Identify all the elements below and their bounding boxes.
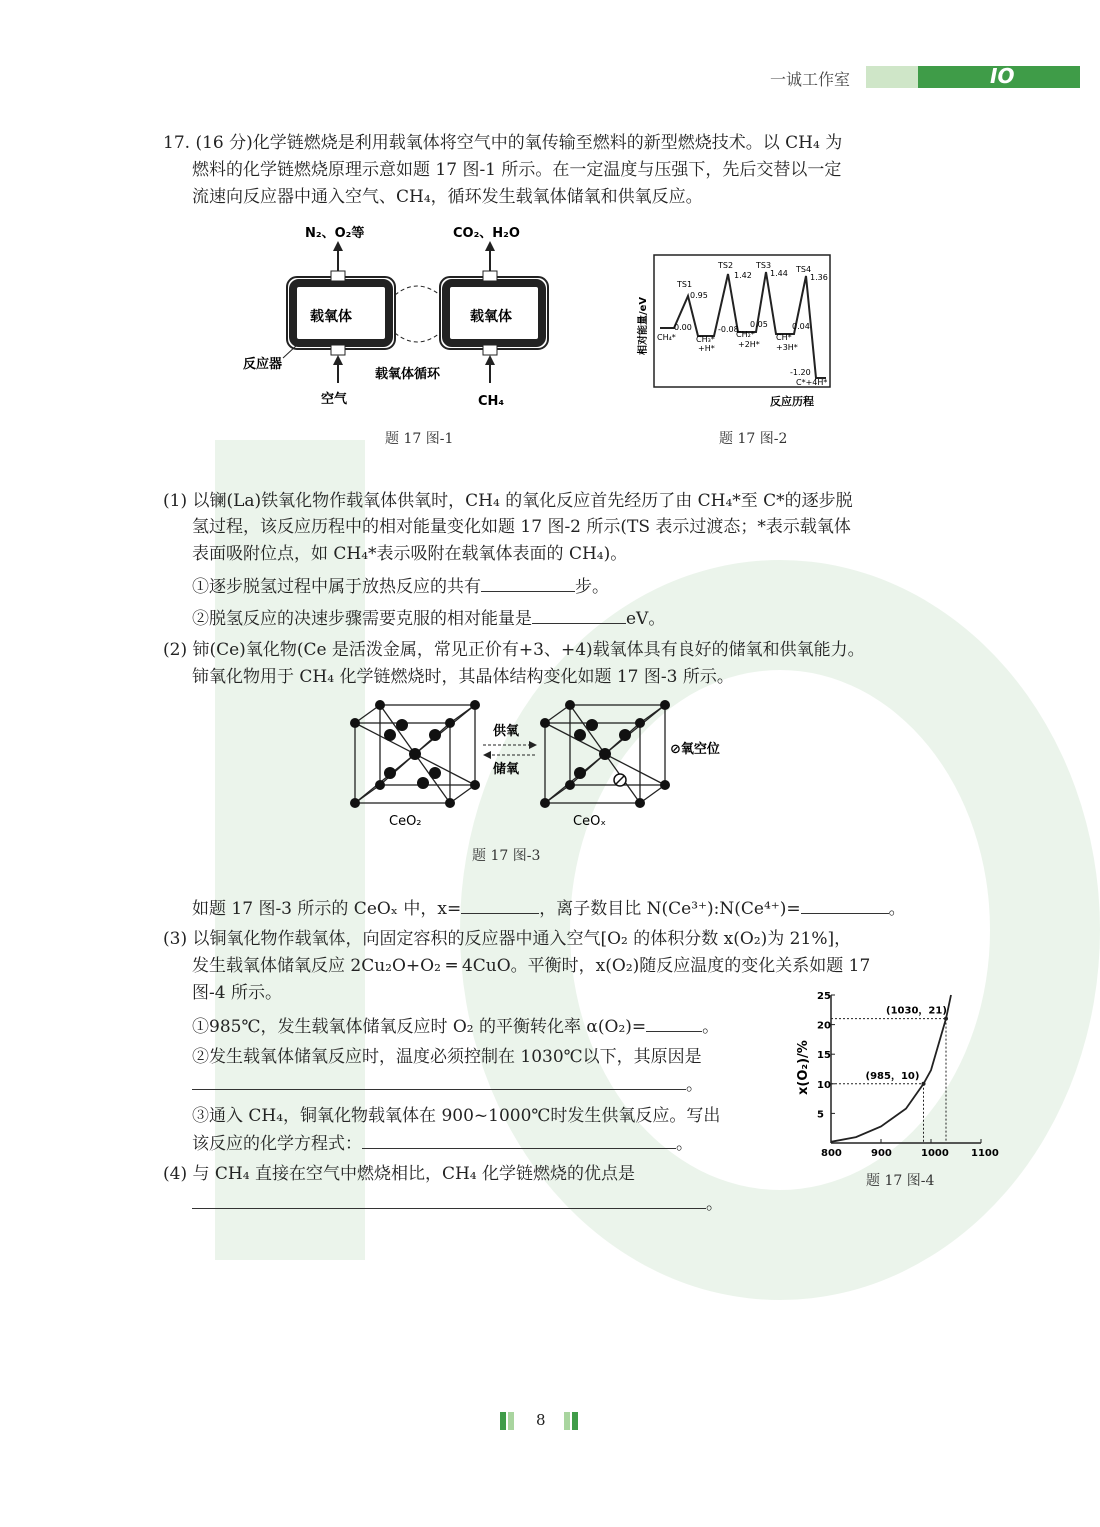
fig2-xlabel: 反应历程 [770, 395, 814, 408]
fig1-cycle: 载氧体循环 [375, 367, 441, 382]
chart-point [922, 1082, 926, 1086]
figure-4-chart [785, 985, 999, 1175]
header-logo: IO [990, 64, 1015, 88]
p1-line-2: 氢过程，该反应历程中的相对能量变化如题 17 图-2 所示(TS 表示过渡态；*表示载氧体 [192, 517, 851, 537]
chart-x-tick-label: 900 [871, 1148, 892, 1159]
svg-text:TS1: TS1 [677, 280, 693, 289]
answer-blank-x[interactable] [461, 895, 539, 914]
fig3-vacancy: ⊘氧空位 [670, 742, 720, 757]
fig1-bottom-right: CH₄ [478, 394, 505, 409]
fig1-reactor: 反应器 [243, 357, 283, 372]
answer-blank-energy[interactable] [532, 605, 626, 624]
fig1-box-left: 载氧体 [310, 309, 352, 325]
svg-text:C*+4H*: C*+4H* [796, 378, 828, 387]
svg-text:CH₄*: CH₄* [657, 333, 676, 342]
fig3-caption: 题 17 图-3 [472, 848, 541, 864]
p3-line-3: 图-4 所示。 [192, 983, 282, 1003]
p3-q3-line-1: ③通入 CH₄，铜氧化物载氧体在 900~1000℃时发生供氧反应。写出 [192, 1106, 721, 1126]
chart-y-tick-label: 10 [817, 1079, 831, 1091]
chart-y-tick-label: 5 [817, 1109, 824, 1121]
fig2-ylabel: 相对能量/eV [638, 296, 649, 355]
intro-line-1: 17. (16 分)化学链燃烧是利用载氧体将空气中的氧传输至燃料的新型燃烧技术。以 CH₄ 为 [163, 133, 843, 153]
p2-q: 如题 17 图-3 所示的 CeOₓ 中，x= ，离子数目比 N(Ce³⁺):N(Ce⁴⁺)= 。 [192, 895, 906, 922]
svg-text:0.05: 0.05 [750, 320, 768, 329]
figure-3 [345, 695, 745, 835]
p1-line-1: (1) 以镧(La)铁氧化物作载氧体供氧时，CH₄ 的氧化反应首先经历了由 CH₄*至 C*的逐步脱 [163, 491, 853, 511]
p3-line-1: (3) 以铜氧化物作载氧体，向固定容积的反应器中通入空气[O₂ 的体积分数 x(O₂)为 21%]， [163, 929, 852, 949]
page-number: 8 [536, 1411, 546, 1429]
fig3-left: CeO₂ [389, 814, 422, 829]
svg-text:CH₂*: CH₂* [736, 330, 755, 339]
svg-text:1.44: 1.44 [770, 269, 788, 278]
fig3-supply: 供氧 [493, 724, 520, 739]
chart-y-tick-label: 25 [817, 991, 831, 1002]
svg-text:0.04: 0.04 [792, 322, 810, 331]
figure-1 [235, 215, 565, 415]
p3-q3-line-2: 该反应的化学方程式： 。 [192, 1130, 693, 1157]
p3-q2-answer: 。 [192, 1071, 703, 1098]
fig4-caption: 题 17 图-4 [866, 1173, 935, 1189]
svg-text:0.00: 0.00 [674, 323, 692, 332]
footer-mark-right-2 [572, 1412, 578, 1430]
intro-line-3: 流速向反应器中通入空气、CH₄，循环发生载氧体储氧和供氧反应。 [192, 187, 703, 207]
answer-blank-ratio[interactable] [801, 895, 889, 914]
header-band-light [866, 66, 918, 88]
chart-annotation-label: (985，10) [865, 1070, 920, 1082]
figure-2 [630, 250, 840, 412]
chart-x-tick-label: 1100 [971, 1148, 999, 1159]
footer-mark-right-1 [564, 1412, 570, 1430]
answer-blank-reason[interactable] [192, 1071, 686, 1090]
answer-blank-advantage[interactable] [192, 1190, 706, 1209]
fig1-top-left: N₂、O₂等 [305, 226, 365, 241]
header-studio: 一诚工作室 [770, 70, 851, 89]
p1-q2: ②脱氢反应的决速步骤需要克服的相对能量是 eV。 [192, 605, 665, 632]
svg-text:1.36: 1.36 [810, 273, 828, 282]
p3-line-2: 发生载氧体储氧反应 2Cu₂O+O₂ ═ 4CuO。平衡时，x(O₂)随反应温度的变化关系如题 17 [192, 956, 871, 976]
chart-x-tick-label: 800 [821, 1148, 842, 1159]
intro-line-2: 燃料的化学链燃烧原理示意如题 17 图-1 所示。在一定温度与压强下，先后交替以一定 [192, 160, 842, 180]
fig1-top-right: CO₂、H₂O [453, 226, 520, 241]
chart-ylabel: x(O₂)/% [796, 1040, 811, 1095]
fig2-caption: 题 17 图-2 [719, 431, 788, 447]
fig1-bottom-left: 空气 [321, 392, 348, 407]
svg-text:+2H*: +2H* [738, 340, 760, 349]
chart-series-line [831, 995, 951, 1142]
p2-line-2: 铈氧化物用于 CH₄ 化学链燃烧时，其晶体结构变化如题 17 图-3 所示。 [192, 667, 734, 687]
chart-point [944, 1017, 948, 1021]
p4-line: (4) 与 CH₄ 直接在空气中燃烧相比，CH₄ 化学链燃烧的优点是 [163, 1164, 635, 1184]
svg-text:TS2: TS2 [718, 261, 734, 270]
svg-text:CH*: CH* [776, 333, 792, 342]
chart-x-tick-label: 1000 [921, 1148, 949, 1159]
answer-blank-conversion[interactable] [646, 1013, 702, 1032]
chart-y-tick-label: 15 [817, 1050, 831, 1062]
fig3-store: 储氧 [493, 762, 520, 777]
svg-text:-1.20: -1.20 [790, 368, 811, 377]
svg-text:+H*: +H* [698, 344, 715, 353]
svg-text:-0.08: -0.08 [718, 325, 739, 334]
fig1-box-right: 载氧体 [470, 309, 512, 325]
footer-mark-left-1 [500, 1412, 506, 1430]
footer-mark-left-2 [508, 1412, 514, 1430]
fig3-right: CeOₓ [573, 814, 607, 829]
svg-text:0.95: 0.95 [690, 291, 708, 300]
p1-q1: ①逐步脱氢过程中属于放热反应的共有 步。 [192, 573, 609, 600]
chart-y-tick-label: 20 [817, 1020, 831, 1032]
p2-line-1: (2) 铈(Ce)氧化物(Ce 是活泼金属，常见正价有+3、+4)载氧体具有良好的储氧和供氧能力。 [163, 640, 865, 660]
p4-answer: 。 [192, 1190, 723, 1217]
svg-text:TS4: TS4 [796, 265, 812, 274]
svg-text:TS3: TS3 [756, 261, 772, 270]
svg-text:+3H*: +3H* [776, 343, 798, 352]
p3-q2: ②发生载氧体储氧反应时，温度必须控制在 1030℃以下，其原因是 [192, 1047, 702, 1067]
answer-blank-equation[interactable] [362, 1130, 676, 1149]
svg-text:1.42: 1.42 [734, 271, 752, 280]
p1-line-3: 表面吸附位点，如 CH₄*表示吸附在载氧体表面的 CH₄)。 [192, 544, 628, 564]
p3-q1: ①985℃，发生载氧体储氧反应时 O₂ 的平衡转化率 α(O₂)= 。 [192, 1013, 719, 1040]
chart-annotation-label: (1030，21) [886, 1005, 947, 1017]
fig1-caption: 题 17 图-1 [385, 431, 454, 447]
answer-blank-exothermic-steps[interactable] [481, 573, 575, 592]
svg-text:CH₃*: CH₃* [696, 335, 715, 344]
